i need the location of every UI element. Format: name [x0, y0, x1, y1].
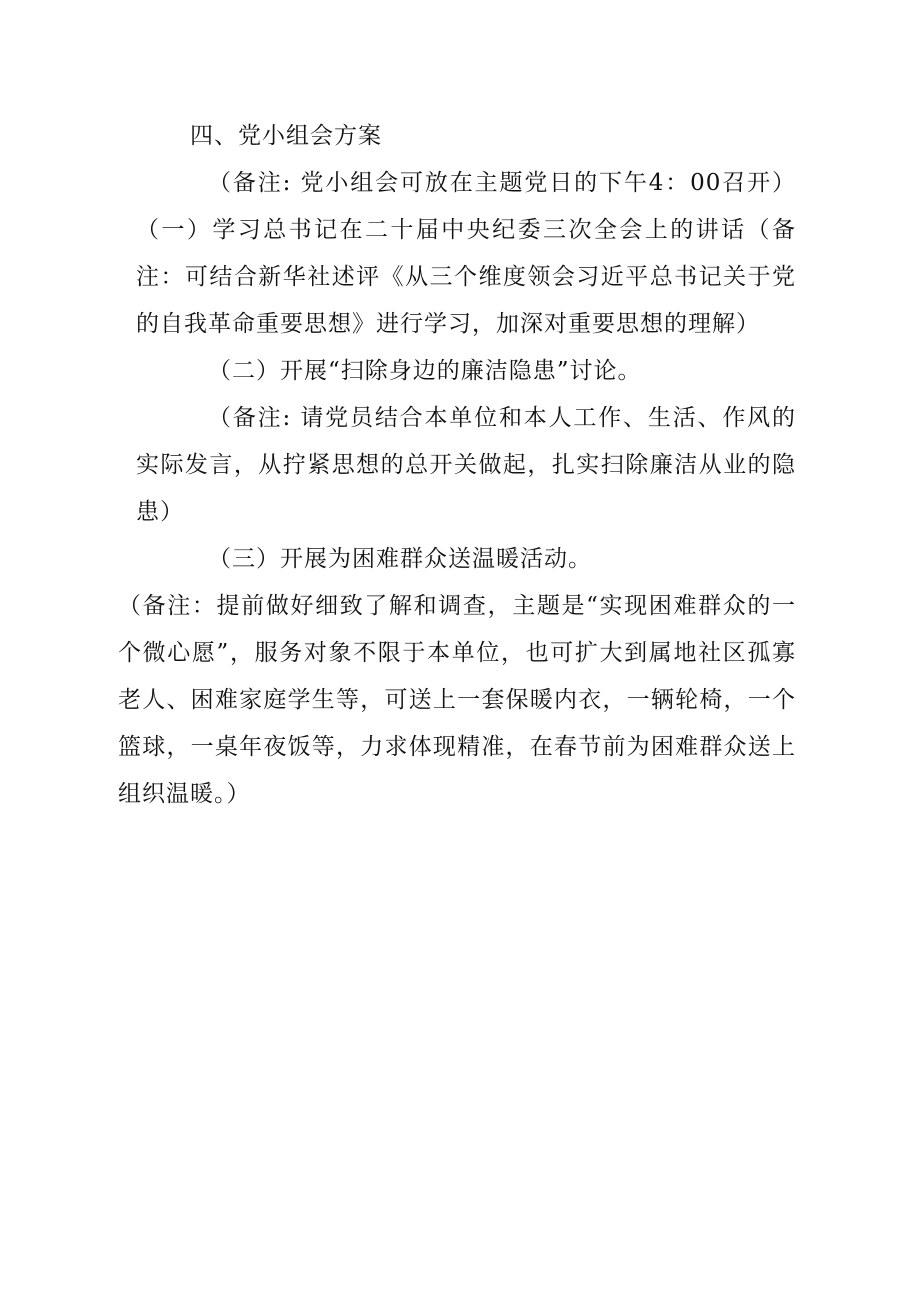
paragraph-discussion-note: （备注: 请党员结合本单位和本人工作、生活、作风的实际发言，从拧紧思想的总开关做起，扎实扫除廉洁从业的隐患）	[136, 405, 796, 525]
document-body	[118, 113, 796, 818]
paragraph-warmth-activity: （三）开展为困难群众送温暖活动。	[208, 546, 592, 572]
paragraph-warmth-note: （备注：提前做好细致了解和调查，主题是“实现困难群众的一个微心愿”，服务对象不限于本单位，也可扩大到属地社区孤寡老人、困难家庭学生等，可送上一套保暖内衣，一辆轮椅，一个篮球，一桌年夜饭等，力求体现精准，在春节前为困难群众送上组织温暖。）	[118, 593, 796, 807]
paragraph-discussion-item: （二）开展“扫除身边的廉洁隐患”讨论。	[208, 358, 642, 384]
section-heading: 四、党小组会方案	[190, 123, 382, 149]
paragraph-group-meeting-note: （备注: 党小组会可放在主题党日的下午4：00召开）（一）学习总书记在二十届中央纪委三次全会上的讲话（备注：可结合新华社述评《从三个维度领会习近平总书记关于党的自我革命重要思想》进行学习，加深对重要思想的理解）	[136, 170, 796, 337]
